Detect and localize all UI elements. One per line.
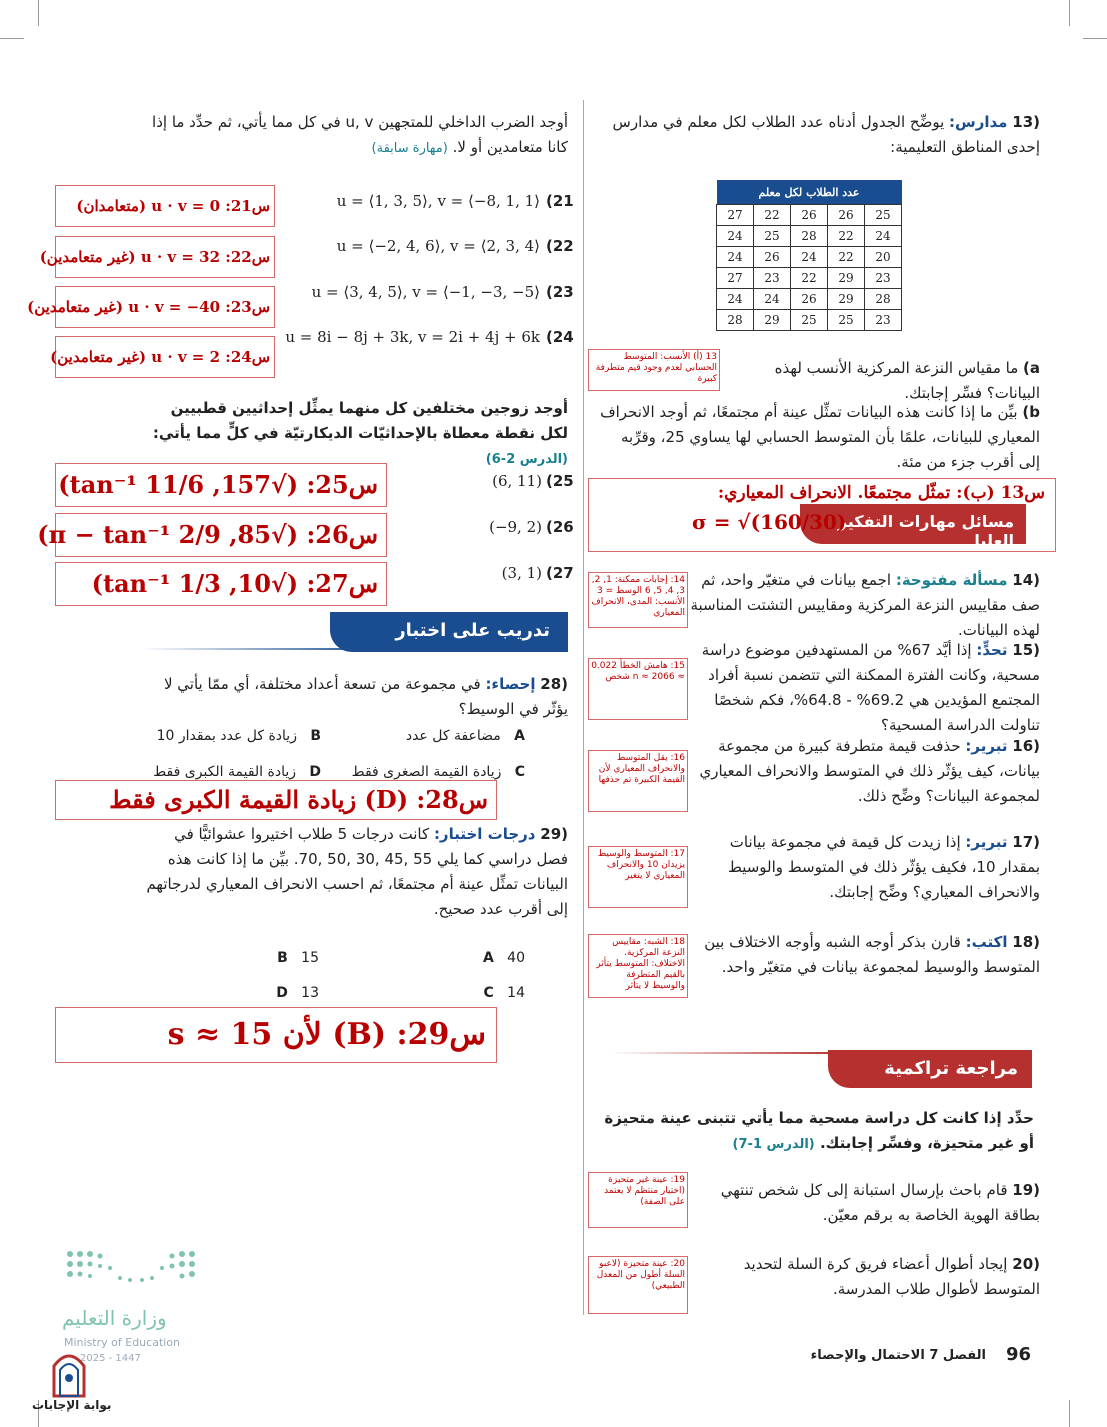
q27-number: (27	[546, 564, 574, 582]
q23-answer: س23: u · v = −40 (غير متعامدين)	[55, 286, 275, 328]
table-cell: 22	[754, 205, 791, 226]
column-divider	[583, 100, 584, 1315]
dot-intro: أوجد الضرب الداخلي للمتجهين u, v في كل مما يأتي، ثم حدِّد ما إذا كانا متعامدين أو لا.	[152, 113, 568, 156]
q13a-side-answer: 13 (أ) الأنسب: المتوسط الحسابي لعدم وجود قيم متطرفة كبيرة	[588, 349, 720, 391]
q14-side-answer: 14: إجابات ممكنة: 1, 2, 3, 4, 5, 6 الوسط = 3 الأنسب: المدى، الانحراف المعياري	[588, 572, 688, 628]
q23-number: (23	[546, 283, 574, 301]
q18-number: (18	[1012, 933, 1040, 951]
q19-block	[690, 1178, 1040, 1228]
q29-text: كانت درجات 5 طلاب اختيروا عشوائيًّا في فصل دراسي كما يلي 55 ,45 ,30 ,50 ,70. بيِّن ما إذا كانت هذه البيانات تمثِّل عينة أم مجتمعًا، ثم احسب الانحراف المعياري لدرجاتهم إلى أقرب عدد صحيح.	[146, 825, 568, 918]
table-row	[717, 268, 902, 289]
table-row	[717, 205, 902, 226]
q24-expr: u = 8i − 8j + 3k, v = 2i + 4j + 6k	[285, 328, 540, 346]
table-cell: 29	[828, 268, 865, 289]
table-row	[717, 310, 902, 331]
polar-intro: أوجد زوجين مختلفين كل منهما يمثِّل إحداثيين قطبيين لكل نقطة معطاة بالإحداثيّات الديكارتيّة في كلٍّ مما يأتي:	[152, 399, 568, 442]
q15-text: إذا أيَّد 67% من المستهدفين موضوع دراسة مسحية، وكانت الفترة الممكنة التي تتضمن نسبة أفراد المجتمع المؤيدين هي 69.2% - 64.8%، فكم شخصًا تناولت الدراسة المسحية؟	[701, 641, 1040, 734]
table-cell: 20	[865, 247, 902, 268]
q15-side-answer: 15: هامش الخطأ 0.022 ≈ n ≈ 2066 شخص	[588, 658, 688, 720]
q29-number: (29	[540, 825, 568, 843]
q16-number: (16	[1012, 737, 1040, 755]
table-cell: 25	[791, 310, 828, 331]
q13b-answer-text: س13 (ب): تمثّل مجتمعًا. الانحراف المعياري:	[717, 483, 1045, 503]
q21-number: (21	[546, 192, 574, 210]
q20-text: إيجاد أطوال أعضاء فريق كرة السلة لتحديد المتوسط لأطوال طلاب المدرسة.	[743, 1255, 1040, 1298]
q29-answer: س29: (B) لأن s ≈ 15	[55, 1007, 497, 1063]
q28-block	[140, 672, 568, 722]
table-row	[717, 226, 902, 247]
q26-answer: س26: (√85, π − tan⁻¹ 2/9)	[55, 513, 387, 557]
dot-ref: (مهارة سابقة)	[371, 141, 448, 156]
polar-ref: (الدرس 2-6)	[485, 452, 568, 467]
table-cell: 23	[865, 310, 902, 331]
q21-expr: u = ⟨1, 3, 5⟩, v = ⟨−8, 1, 1⟩	[336, 192, 540, 210]
q17-number: (17	[1012, 833, 1040, 851]
q27-point: (3, 1)	[501, 564, 542, 582]
q18-label: اكتب:	[965, 933, 1008, 951]
q19-text: قام باحث بإرسال استبانة إلى كل شخص تنتهي بطاقة الهوية الخاصة به برقم معيّن.	[720, 1181, 1040, 1224]
students-table	[716, 180, 902, 331]
table-cell: 26	[791, 205, 828, 226]
table-cell: 27	[717, 205, 754, 226]
polar-intro-block	[140, 396, 568, 472]
q29-option-c[interactable]: C 14	[483, 985, 525, 1001]
hots-banner: مسائل مهارات التفكير العليا	[800, 504, 1026, 544]
table-cell: 29	[828, 289, 865, 310]
q20-block	[690, 1252, 1040, 1302]
q25-answer: س25: (√157, tan⁻¹ 11/6)	[55, 463, 387, 507]
table-cell: 25	[865, 205, 902, 226]
table-cell: 26	[791, 289, 828, 310]
table-header: عدد الطلاب لكل معلم	[717, 180, 902, 205]
q13-text: يوضِّح الجدول أدناه عدد الطلاب لكل معلم في مدارس إحدى المناطق التعليمية:	[612, 113, 1040, 156]
review-banner: مراجعة تراكمية	[828, 1050, 1032, 1088]
q28-text: في مجموعة من تسعة أعداد مختلفة، أي ممّا يأتي لا يؤثّر في الوسيط؟	[163, 675, 568, 718]
q18-text: قارن بذكر أوجه الشبه وأوجه الاختلاف بين المتوسط والوسيط لمجموعة بيانات في متغيّر واحد.	[704, 933, 1040, 976]
footer-chapter: الفصل 7 الاحتمال والإحصاء	[810, 1348, 986, 1363]
q17-text: إذا زيدت كل قيمة في مجموعة بيانات بمقدار 10، فكيف يؤثّر ذلك في المتوسط والوسيط والانحراف المعياري؟ وضِّح إجابتك.	[727, 833, 1040, 901]
q25-number: (25	[546, 472, 574, 490]
table-cell: 24	[717, 226, 754, 247]
portal-logo-icon	[46, 1348, 92, 1398]
q14-number: (14	[1012, 571, 1040, 589]
table-cell: 24	[865, 226, 902, 247]
ministry-name-en: Ministry of Education	[64, 1336, 181, 1349]
review-ref: (الدرس 1-7)	[732, 1137, 815, 1152]
trim-mark	[1069, 1400, 1070, 1427]
q29-block	[140, 822, 568, 922]
table-row	[717, 289, 902, 310]
review-banner-line	[610, 1052, 840, 1054]
table-cell: 22	[828, 226, 865, 247]
ministry-logo-dots-icon	[62, 1248, 202, 1288]
page-number: 96	[1006, 1344, 1032, 1365]
q23-expr: u = ⟨3, 4, 5⟩, v = ⟨−1, −3, −5⟩	[311, 283, 540, 301]
portal-name: بوابة الإجابات	[32, 1398, 112, 1412]
q13b-formula: σ = √(160/30)	[692, 510, 847, 534]
q29-option-d[interactable]: D 13	[276, 985, 319, 1001]
table-cell: 24	[754, 289, 791, 310]
table-body	[717, 205, 902, 331]
q25-point: (6, 11)	[492, 472, 542, 490]
q20-side-answer: 20: عينة متحيزة (لاعبو السلة أطول من المعدل الطبيعي)	[588, 1256, 688, 1314]
q14-text: اجمع بيانات في متغيّر واحد، ثم صف مقاييس النزعة المركزية ومقاييس التشتت المناسبة لهذه البيانات.	[690, 571, 1040, 639]
table-cell: 28	[717, 310, 754, 331]
q16-label: تبرير:	[965, 737, 1008, 755]
q28-label: إحصاء:	[485, 675, 536, 693]
table-cell: 26	[754, 247, 791, 268]
q29-label: درجات اختبار:	[433, 825, 536, 843]
q22-number: (22	[546, 237, 574, 255]
q24-answer: س24: u · v = 2 (غير متعامدين)	[55, 336, 275, 378]
q19-number: (19	[1012, 1181, 1040, 1199]
table-cell: 24	[717, 289, 754, 310]
q15-number: (15	[1012, 641, 1040, 659]
q16-text: حذفت قيمة متطرفة كبيرة من مجموعة بيانات، كيف يؤثّر ذلك في المتوسط والانحراف المعياري لمجموعة البيانات؟ وضِّح ذلك.	[699, 737, 1040, 805]
q20-number: (20	[1012, 1255, 1040, 1273]
q28-answer: س28: (D) زيادة القيمة الكبرى فقط	[55, 780, 497, 820]
review-intro: حدِّد إذا كانت كل دراسة مسحية مما يأتي تتبنى عينة متحيزة أو غير متحيزة، وفسِّر إجابتك.	[604, 1109, 1034, 1152]
table-cell: 24	[717, 247, 754, 268]
trim-mark	[1069, 0, 1070, 26]
q13b-block	[600, 400, 1040, 475]
q24-number: (24	[546, 328, 574, 346]
table-cell: 25	[754, 226, 791, 247]
q28-option-c[interactable]: C زيادة القيمة الصغرى فقط	[351, 764, 525, 780]
table-cell: 22	[828, 247, 865, 268]
table-cell: 23	[754, 268, 791, 289]
table-row	[717, 247, 902, 268]
table-cell: 23	[865, 268, 902, 289]
q26-number: (26	[546, 518, 574, 536]
q18-block	[690, 930, 1040, 980]
q22-expr: u = ⟨−2, 4, 6⟩, v = ⟨2, 3, 4⟩	[336, 237, 540, 255]
q16-block	[690, 734, 1040, 809]
q14-block	[690, 568, 1040, 643]
q14-label: مسألة مفتوحة:	[895, 571, 1008, 589]
q29-option-b[interactable]: B 15	[277, 950, 319, 966]
q28-number: (28	[540, 675, 568, 693]
q17-block	[690, 830, 1040, 905]
q28-option-d[interactable]: D زيادة القيمة الكبرى فقط	[153, 764, 321, 780]
q22-answer: س22: u · v = 32 (غير متعامدين)	[55, 236, 275, 278]
table-cell: 27	[717, 268, 754, 289]
q15-block	[690, 638, 1040, 738]
q13a-block	[720, 356, 1040, 406]
table-cell: 25	[828, 310, 865, 331]
table-cell: 29	[754, 310, 791, 331]
ministry-name-ar: وزارة التعليم	[62, 1306, 167, 1330]
q13-number: (13	[1012, 113, 1040, 131]
q17-label: تبرير:	[965, 833, 1008, 851]
q18-side-answer: 18: الشبه: مقاييس النزعة المركزية. الاختلاف: المتوسط يتأثر بالقيم المتطرفة والوسيط لا يتأثر	[588, 934, 688, 998]
part-a-letter: a)	[1023, 359, 1040, 377]
trim-mark	[1083, 38, 1107, 39]
q17-side-answer: 17: المتوسط والوسيط يزيدان 10 والانحراف المعياري لا يتغير	[588, 846, 688, 908]
q29-option-a[interactable]: A 40	[482, 950, 525, 966]
q28-option-a[interactable]: A مضاعفة كل عدد	[405, 728, 525, 744]
trim-mark	[0, 38, 24, 39]
q28-option-b[interactable]: B زيادة كل عدد بمقدار 10	[156, 728, 321, 744]
ministry-year: 2025 - 1447	[80, 1353, 141, 1364]
q16-side-answer: 16: يقل المتوسط والانحراف المعياري لأن القيمة الكبيرة تم حذفها	[588, 750, 688, 812]
test-banner: تدريب على اختبار	[330, 612, 568, 652]
q15-label: تحدٍّ:	[976, 641, 1008, 659]
table-cell: 24	[791, 247, 828, 268]
q19-side-answer: 19: عينة غير متحيزة (اختيار منتظم لا يعتمد على الصفة)	[588, 1172, 688, 1228]
table-cell: 28	[791, 226, 828, 247]
q13-label: مدارس:	[949, 113, 1008, 131]
part-b-letter: b)	[1022, 403, 1040, 421]
review-intro-block	[596, 1106, 1034, 1157]
q21-answer: س21: u · v = 0 (متعامدان)	[55, 185, 275, 227]
q27-answer: س27: (√10, tan⁻¹ 1/3)	[55, 562, 387, 606]
table-cell: 22	[791, 268, 828, 289]
table-cell: 26	[828, 205, 865, 226]
trim-mark	[38, 0, 39, 26]
part-b-text: بيِّن ما إذا كانت هذه البيانات تمثِّل عينة أم مجتمعًا، ثم أوجد الانحراف المعياري للبيانات، علمًا بأن المتوسط الحسابي لها يساوي 25، وقرِّبه إلى أقرب جزء من مئة.	[600, 403, 1040, 471]
table-cell: 28	[865, 289, 902, 310]
part-a-text: ما مقياس النزعة المركزية الأنسب لهذه البيانات؟ فسِّر إجابتك.	[774, 359, 1040, 402]
q13-block	[600, 110, 1040, 160]
q26-point: (−9, 2)	[489, 518, 542, 536]
dot-intro-block	[150, 110, 568, 161]
